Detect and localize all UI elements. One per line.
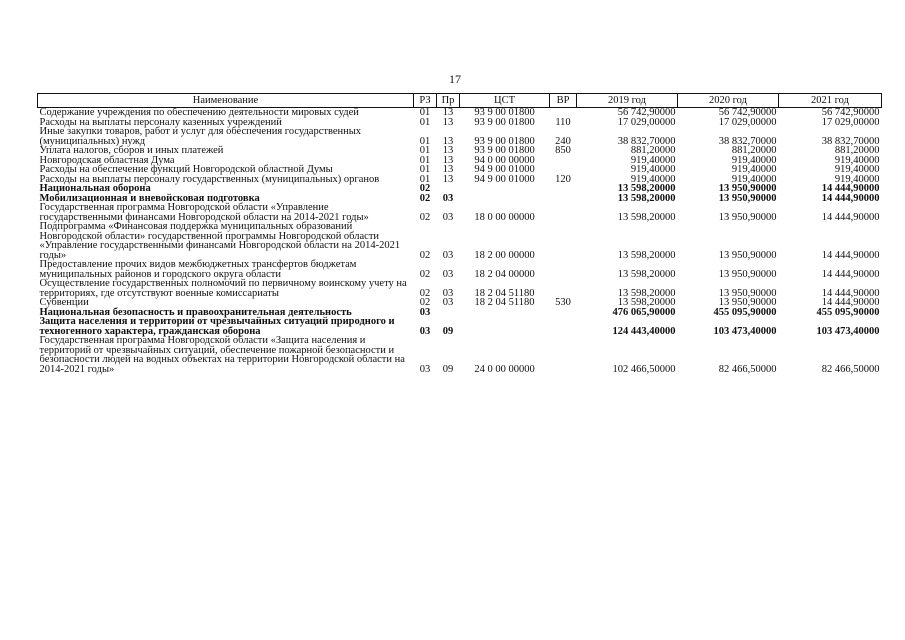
row-name-cell: Осуществление государственных полномочий по первичному воинскому учету на территориях, где отсутствуют военные комиссариаты [39, 278, 407, 299]
row-2019-value: 881,20000 [630, 145, 676, 156]
row-rz-cell: 02 [419, 268, 431, 280]
row-2019-value: 102 466,50000 [612, 363, 676, 375]
row-cst-cell: 94 0 00 00000 [474, 154, 535, 166]
table-row [38, 108, 882, 118]
row-2019-value: 13 598,20000 [617, 249, 676, 261]
row-2019-value: 919,40000 [630, 173, 676, 185]
row-vr-cell [550, 108, 577, 118]
row-name-cell: Содержание учреждения по обеспечению деятельности мировых судей [39, 107, 359, 118]
row-2019-value: 13 598,20000 [617, 287, 676, 299]
row-rz-cell: 02 [419, 183, 431, 194]
row-2020-value: 56 742,90000 [718, 107, 777, 118]
row-2021-value: 38 832,70000 [821, 135, 880, 147]
row-cst-cell: 93 9 00 01800 [474, 145, 535, 156]
row-2020-value: 38 832,70000 [718, 135, 777, 147]
table-row [38, 203, 882, 222]
row-pr-cell: 03 [442, 211, 454, 223]
row-2021-value: 14 444,90000 [821, 249, 880, 261]
row-vr-cell: 110 [555, 116, 571, 128]
table-row [38, 222, 882, 260]
row-pr-cell: 13 [442, 154, 454, 166]
row-2019-value: 17 029,00000 [617, 116, 676, 128]
row-cst-cell [460, 317, 550, 336]
row-2020-value: 13 950,90000 [718, 192, 777, 204]
row-cst-cell: 93 9 00 01800 [474, 116, 535, 128]
row-2020-value: 919,40000 [731, 173, 777, 185]
row-2020-value: 881,20000 [731, 145, 777, 156]
row-2020-value: 82 466,50000 [718, 363, 777, 375]
row-2021-value: 919,40000 [834, 164, 880, 175]
header-2021: 2021 год [779, 94, 882, 108]
row-name-cell: Расходы на выплаты персоналу казенных учреждений [39, 116, 282, 128]
row-2019-value: 476 065,90000 [612, 306, 676, 318]
row-name-cell: Национальная оборона [39, 183, 151, 194]
page-number: 17 [449, 72, 461, 86]
row-name-cell: Защита населения и территории от чрезвычайных ситуаций природного и техногенного характера, гражданская оборона [39, 316, 395, 337]
row-2021-value: 919,40000 [834, 154, 880, 166]
header-rz: РЗ [414, 94, 437, 108]
row-2020-value: 455 095,90000 [713, 306, 777, 318]
row-2021-value: 14 444,90000 [821, 287, 880, 299]
row-2020-value: 13 950,90000 [718, 268, 777, 280]
row-cst-cell: 94 9 00 01000 [474, 164, 535, 175]
row-2019-value: 13 598,20000 [617, 297, 676, 308]
row-2021-value: 103 473,40000 [816, 325, 880, 337]
row-pr-cell: 09 [442, 325, 454, 337]
row-2020-value: 919,40000 [731, 154, 777, 166]
row-2021-value: 14 444,90000 [821, 268, 880, 280]
row-cst-cell: 18 2 00 00000 [474, 249, 535, 261]
row-2021-value: 14 444,90000 [821, 211, 880, 223]
row-name-cell: Иные закупки товаров, работ и услуг для обеспечения государственных (муниципальных) нужд [39, 126, 362, 147]
row-pr-cell: 03 [442, 249, 454, 261]
row-cst-cell [460, 308, 550, 318]
row-cst-cell: 18 0 00 00000 [474, 211, 535, 223]
row-name-cell: Подпрограмма «Финансовая поддержка муниципальных образований Новгородской области» государственной программы Новгородской области «Управление государственными финансами Новгородской области на 2014-2021 годы» [39, 221, 401, 261]
row-rz-cell: 02 [419, 211, 431, 223]
table-row [38, 317, 882, 336]
row-pr-cell: 03 [442, 268, 454, 280]
row-2021-value: 82 466,50000 [821, 363, 880, 375]
row-rz-cell: 03 [419, 306, 431, 318]
row-2020-value: 13 950,90000 [718, 297, 777, 308]
row-pr-cell: 13 [442, 173, 454, 185]
budget-table [37, 93, 882, 374]
table-row [38, 336, 882, 374]
row-rz-cell: 02 [419, 249, 431, 261]
row-2019-value: 919,40000 [630, 164, 676, 175]
row-2021-value: 881,20000 [834, 145, 880, 156]
row-2020-value: 17 029,00000 [718, 116, 777, 128]
row-cst-cell: 93 9 00 01800 [474, 135, 535, 147]
row-cst-cell: 93 9 00 01800 [474, 107, 535, 118]
row-rz-cell: 03 [419, 363, 431, 375]
row-cst-cell [460, 184, 550, 194]
row-rz-cell: 01 [419, 154, 431, 166]
header-2020: 2020 год [678, 94, 779, 108]
row-name-cell: Субвенции [39, 297, 89, 308]
row-2021-value: 919,40000 [834, 173, 880, 185]
row-pr-cell: 13 [442, 164, 454, 175]
table-row [38, 127, 882, 146]
row-2019-value: 13 598,20000 [617, 192, 676, 204]
row-pr-cell: 03 [442, 192, 454, 204]
header-vr: ВР [550, 94, 577, 108]
row-name-cell: Мобилизационная и вневойсковая подготовка [39, 192, 260, 204]
row-cst-cell: 24 0 00 00000 [474, 363, 535, 375]
row-vr-cell: 850 [555, 145, 571, 156]
table-row [38, 279, 882, 298]
row-rz-cell: 03 [419, 325, 431, 337]
row-2020-value: 13 950,90000 [718, 249, 777, 261]
row-2019-value: 13 598,20000 [617, 183, 676, 194]
row-2021-value: 14 444,90000 [821, 192, 880, 204]
row-2020-value: 13 950,90000 [718, 287, 777, 299]
row-pr-cell: 09 [442, 363, 454, 375]
row-vr-cell [550, 308, 577, 318]
row-rz-cell: 02 [419, 297, 431, 308]
row-rz-cell: 01 [419, 107, 431, 118]
row-vr-cell [550, 317, 577, 336]
row-pr-cell: 13 [442, 135, 454, 147]
row-2021-value: 455 095,90000 [816, 306, 880, 318]
row-pr-cell: 13 [442, 116, 454, 128]
row-cst-cell: 94 9 00 01000 [474, 173, 535, 185]
header-pr: Пр [437, 94, 460, 108]
header-cst: ЦСТ [460, 94, 550, 108]
row-vr-cell: 120 [555, 173, 571, 185]
row-pr-cell: 13 [442, 145, 454, 156]
header-name: Наименование [38, 94, 414, 108]
table-header-row [38, 94, 882, 108]
row-rz-cell: 01 [419, 116, 431, 128]
row-vr-cell [550, 194, 577, 204]
row-2019-value: 13 598,20000 [617, 268, 676, 280]
row-rz-cell: 02 [419, 287, 431, 299]
row-2021-value: 14 444,90000 [821, 297, 880, 308]
table-row [38, 260, 882, 279]
row-vr-cell [550, 260, 577, 279]
row-name-cell: Новгородская областная Дума [39, 154, 175, 166]
row-vr-cell [550, 279, 577, 298]
row-2020-value: 919,40000 [731, 164, 777, 175]
row-cst-cell [460, 194, 550, 204]
row-cst-cell: 18 2 04 51180 [474, 297, 535, 308]
row-rz-cell: 01 [419, 173, 431, 185]
row-name-cell: Предоставление прочих видов межбюджетных трансфертов бюджетам муниципальных районов и городского округа области [39, 259, 357, 280]
header-2019: 2019 год [577, 94, 678, 108]
row-vr-cell: 240 [555, 135, 571, 147]
row-pr-cell: 13 [442, 107, 454, 118]
row-2021-value: 56 742,90000 [821, 107, 880, 118]
row-2019-value: 124 443,40000 [612, 325, 676, 337]
row-pr-cell: 03 [442, 287, 454, 299]
row-2019-value: 38 832,70000 [617, 135, 676, 147]
row-vr-cell [550, 184, 577, 194]
row-rz-cell: 01 [419, 164, 431, 175]
row-name-cell: Национальная безопасность и правоохранительная деятельность [39, 306, 352, 318]
row-2021-value: 17 029,00000 [821, 116, 880, 128]
row-name-cell: Государственная программа Новгородской области «Защита населения и территорий от чрезвычайных ситуаций, обеспечение пожарной безопасности и безопасности людей на водных объектах на территории Новгородской области на 2014-2021 годы» [39, 335, 405, 375]
row-2020-value: 13 950,90000 [718, 211, 777, 223]
row-cst-cell: 18 2 04 00000 [474, 268, 535, 280]
row-vr-cell: 530 [555, 297, 571, 308]
row-vr-cell [550, 156, 577, 166]
row-vr-cell [550, 222, 577, 260]
row-vr-cell [550, 203, 577, 222]
row-cst-cell: 18 2 04 51180 [474, 287, 535, 299]
row-rz-cell: 01 [419, 145, 431, 156]
row-vr-cell [550, 336, 577, 374]
row-name-cell: Расходы на обеспечение функций Новгородской областной Думы [39, 164, 333, 175]
row-rz-cell: 02 [419, 192, 431, 204]
row-2021-value: 14 444,90000 [821, 183, 880, 194]
row-name-cell: Расходы на выплаты персоналу государственных (муниципальных) органов [39, 173, 380, 185]
row-2019-value: 13 598,20000 [617, 211, 676, 223]
row-2020-value: 103 473,40000 [713, 325, 777, 337]
row-pr-cell [437, 308, 460, 318]
row-2019-value: 919,40000 [630, 154, 676, 166]
row-pr-cell: 03 [442, 297, 454, 308]
row-2019-value: 56 742,90000 [617, 107, 676, 118]
row-name-cell: Уплата налогов, сборов и иных платежей [39, 145, 224, 156]
row-2020-value: 13 950,90000 [718, 183, 777, 194]
row-rz-cell: 01 [419, 135, 431, 147]
row-name-cell: Государственная программа Новгородской области «Управление государственными финансами Новгородской области на 2014-2021 годы» [39, 202, 369, 223]
